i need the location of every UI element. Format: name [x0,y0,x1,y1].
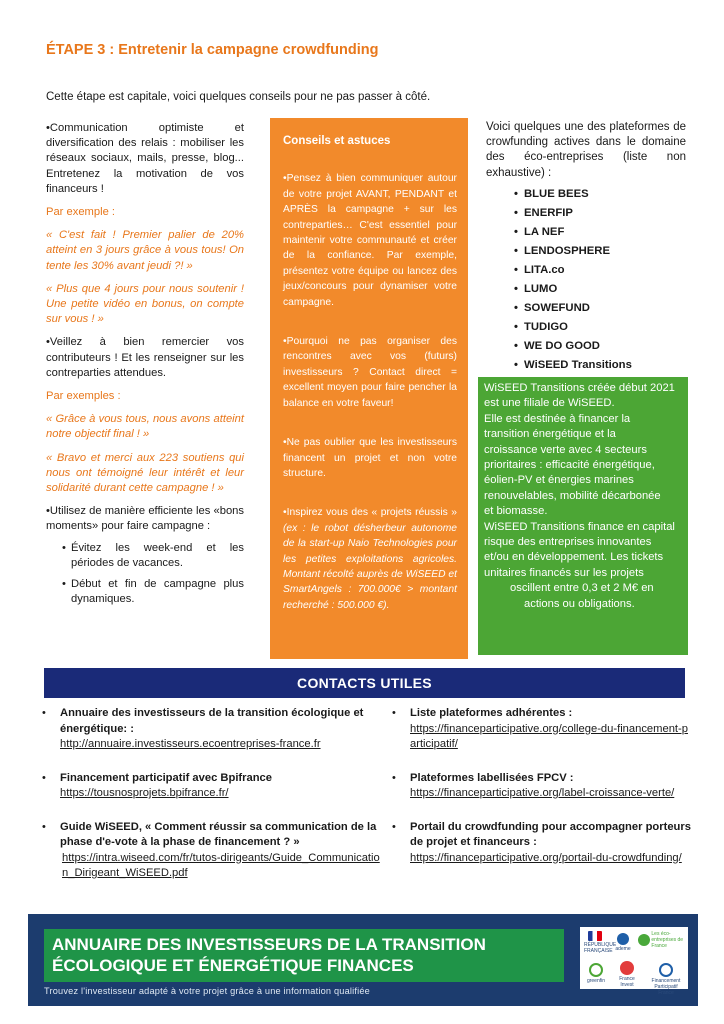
tip-example: (ex : le robot désherbeur autonome de la start-up Naio Technologies pour les petites exploitations agricoles. Montant récolté auprès de WiSEED et SmartAngels : 700.000€ > montant recherché : 500.000 €). [283,522,457,611]
contact-title: Annuaire des investisseurs de la transition écologique et énergétique: : [60,707,364,735]
bullet-icon: • [514,320,518,333]
banner-tagline: Trouvez l'investisseur adapté à votre projet grâce à une information qualifiée [44,986,370,996]
bullet-icon: • [514,282,518,295]
contact-item [42,706,382,753]
contact-link[interactable]: https://financeparticipative.org/label-croissance-verte/ [410,787,675,799]
platform-name: WE DO GOOD [524,339,600,352]
platform-name: LA NEF [524,225,565,238]
bullet-icon: • [62,578,66,591]
platform-name: BLUE BEES [524,187,589,200]
example-quote: « Grâce à vous tous, nous avons atteint notre objectif final ! » [46,413,244,441]
examples-label: Par exemples : [46,390,121,403]
contact-item [42,820,382,882]
contacts-heading: CONTACTS UTILES [44,668,685,698]
info-line: risque des entreprises innovantes [484,536,652,549]
platform-name: LUMO [524,282,558,295]
advice-timing: •Utilisez de manière efficiente les «bons moments» pour faire campagne : [46,505,244,533]
advice-communication: •Communication optimiste et diversification des relais : mobiliser les réseaux sociaux, mails, presse, blog... Entretenez la motivation de vos financeurs ! [46,122,244,195]
bullet-icon: • [392,820,396,833]
info-line: transition énergétique et la [484,428,616,441]
platforms-column [486,120,686,375]
example-quote: « Plus que 4 jours pour nous soutenir ! Une petite vidéo en bonus, on compte sur vous ! » [46,282,244,326]
info-line: Elle est destinée à financer la [484,412,631,425]
tip-text: •Inspirez vous des « projets réussis » [283,507,457,519]
tip-item: •Pourquoi ne pas organiser des rencontres avec vos (futurs) investisseurs ? Contact direct = excellent moyen pour faire pencher la balance en votre faveur! [283,336,457,409]
info-line: actions ou obligations. [524,597,635,610]
info-line: et/ou en développement. Les tickets [484,551,664,564]
platform-name: TUDIGO [524,320,568,333]
platform-item [514,337,686,356]
platform-name: WiSEED Transitions [524,358,632,371]
platform-item [514,299,686,318]
wiseed-info-box [478,377,688,655]
contact-title: Plateformes labellisées FPCV : [410,771,574,784]
contact-title: Portail du crowdfunding pour accompagner porteurs de projet et financeurs : [410,820,691,848]
contact-title: Guide WiSEED, « Comment réussir sa communication de la phase d'e-vote à la phase de financement ? » [60,820,377,848]
page-title: ÉTAPE 3 : Entretenir la campagne crowdfunding [46,42,379,58]
platform-item [514,280,686,299]
example-label: Par exemple : [46,206,116,219]
bullet-icon: • [514,358,518,371]
platform-name: ENERFIP [524,206,573,219]
sub-item-text: Évitez les week-end et les périodes de vacances. [71,541,244,569]
platform-item [514,223,686,242]
info-line: et biomasse. [484,505,548,518]
contact-title: Liste plateformes adhérentes : [410,707,573,719]
contacts-list-left [42,706,382,900]
platform-item [514,261,686,280]
info-line: est une filiale de WiSEED. [484,397,615,410]
bullet-icon: • [42,707,46,719]
tip-item: •Ne pas oublier que les investisseurs financent un projet et non votre structure. [283,437,457,479]
tips-box [270,118,468,659]
contact-item [392,706,692,753]
info-line: WiSEED Transitions créée début 2021 [484,382,675,394]
tip-item [283,505,457,613]
sub-item-text: Début et fin de campagne plus dynamiques. [71,578,244,606]
platform-item [514,318,686,337]
banner-title-line: ÉCOLOGIQUE ET ÉNERGÉTIQUE FINANCES [52,956,414,975]
bullet-icon: • [42,771,46,784]
contact-link[interactable]: https://financeparticipative.org/college-du-financement-participatif/ [410,722,688,750]
bullet-icon: • [514,301,518,314]
republique-logo: RÉPUBLIQUE FRANÇAISE [584,931,606,954]
platform-item [514,204,686,223]
sub-item [46,541,244,571]
contact-link[interactable]: https://financeparticipative.org/portail-du-crowdfunding/ [410,851,682,864]
bullet-icon: • [392,771,396,784]
info-line: prioritaires : efficacité énergétique, [484,459,655,472]
fpf-logo: Financement Participatif France [646,963,686,996]
info-line: unitaires financés sur les projets [484,566,644,579]
contact-link[interactable]: https://intra.wiseed.com/fr/tutos-dirigeants/Guide_Communication_Dirigeant_WiSEED.pdf [62,851,380,879]
contact-title: Financement participatif avec Bpifrance [60,771,273,784]
platform-name: SOWEFUND [524,301,590,314]
example-quote: « Bravo et merci aux 223 soutiens qui nous ont témoigné leur intérêt et leur solidarité durant cette campagne ! » [46,451,244,495]
platform-name: LENDOSPHERE [524,244,610,257]
contact-link[interactable]: https://tousnosprojets.bpifrance.fr/ [60,787,229,799]
tips-heading: Conseils et astuces [283,135,391,147]
bullet-icon: • [62,541,66,554]
bullet-icon: • [514,225,518,238]
ademe-logo: ademe [612,933,634,952]
tip-item: •Pensez à bien communiquer autour de votre projet AVANT, PENDANT et APRÈS la campagne + sur les contreparties… C'est essentiel pour maintenir votre communauté et créer de la confiance. Par exemple, présentez votre équipe ou lancez des jeux/concours pour dynamiser votre campagne. [283,173,457,308]
advice-column [46,121,244,607]
info-line: croissance verte avec 4 secteurs [484,443,647,456]
bullet-icon: • [392,707,396,719]
platform-item [514,242,686,261]
platform-name: LITA.co [524,263,565,276]
contact-link[interactable]: http://annuaire.investisseurs.ecoentreprises-france.fr [60,738,321,750]
ecoentreprises-logo: Les éco-entreprises de France [638,931,686,949]
sub-item [46,577,244,607]
contact-item [42,771,382,802]
info-line: oscillent entre 0,3 et 2 M€ en [510,582,654,595]
info-line: renouvelables, mobilité décarbonée [484,489,661,502]
contacts-list-right [392,706,692,884]
platform-item [514,185,686,204]
banner-title-line: ANNUAIRE DES INVESTISSEURS DE LA TRANSITION [52,935,486,954]
bullet-icon: • [514,244,518,257]
platforms-intro: Voici quelques une des plateformes de crowfunding actives dans le domaine des éco-entreprises (liste non exhaustive) : [486,121,686,179]
intro-text: Cette étape est capitale, voici quelques conseils pour ne pas passer à côté. [46,91,431,103]
info-line: éolien-PV et énergies marines [484,474,634,487]
bullet-icon: • [42,820,46,833]
bullet-icon: • [514,187,518,200]
example-quote: « C'est fait ! Premier palier de 20% atteint en 3 jours grâce à vous tous! On tente les 30% avant jeudi ?! » [46,229,244,272]
franceinvest-logo: France Invest [612,961,642,988]
bullet-icon: • [514,206,518,219]
bullet-icon: • [514,263,518,276]
platform-item [514,356,686,375]
contact-item [392,820,692,867]
partner-logos [580,927,688,996]
bullet-icon: • [514,339,518,352]
annuaire-banner[interactable] [28,914,698,1006]
platform-list [486,185,686,375]
contact-item [392,771,692,802]
advice-thanks: •Veillez à bien remercier vos contributeurs ! Et les renseigner sur les contreparties attendues. [46,336,244,379]
info-line: WiSEED Transitions finance en capital [484,520,675,533]
banner-title-block [44,929,564,982]
greenfin-logo: greenfin [584,963,608,984]
